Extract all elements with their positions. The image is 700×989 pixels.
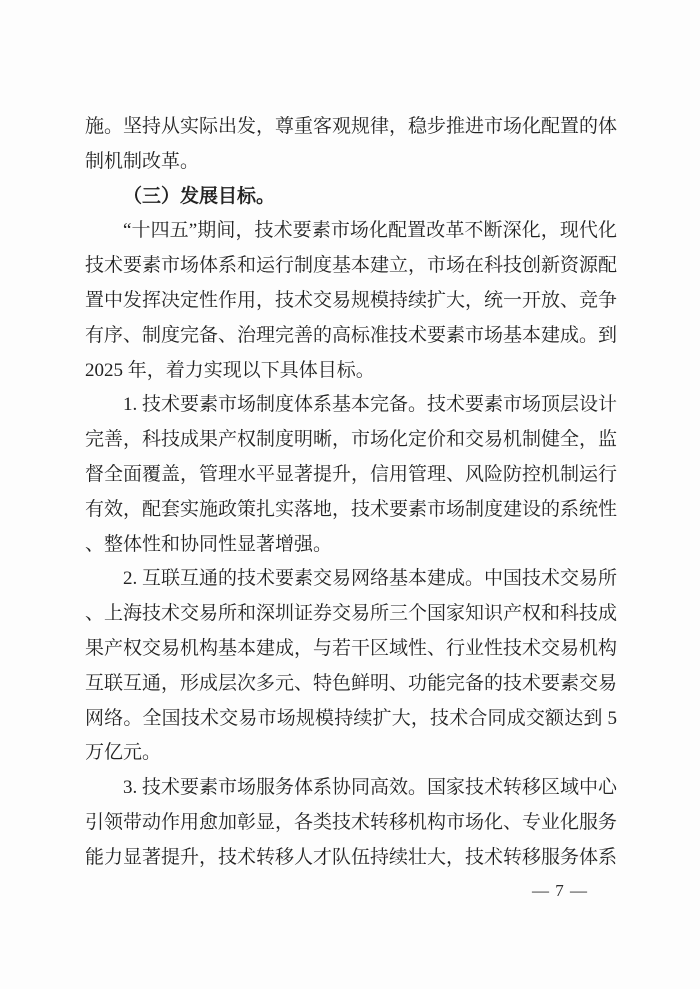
paragraph-goal-3: 3. 技术要素市场服务体系协同高效。国家技术转移区域中心引领带动作用愈加彰显，各类技术转移机构市场化、专业化服务能力显著提升，技术转移人才队伍持续壮大，技术转移服务体系	[85, 777, 618, 868]
section-heading: （三）发展目标。	[123, 185, 276, 207]
paragraph-goal-2: 2. 互联互通的技术要素交易网络基本建成。中国技术交易所、上海技术交易所和深圳证券交易所三个国家知识产权和科技成果产权交易机构基本建成，与若干区域性、行业性技术交易机构互联互通，形成层次多元、特色鲜明、功能完备的技术要素交易网络。全国技术交易市场规模持续扩大，技术合同成交额达到 5 万亿元。	[85, 568, 618, 764]
paragraph: “十四五”期间，技术要素市场化配置改革不断深化，现代化技术要素市场体系和运行制度基本建立，市场在科技创新资源配置中发挥决定性作用，技术交易规模持续扩大，统一开放、竞争有序、制度完备、治理完善的高标准技术要素市场基本建成。到 2025 年，着力实现以下具体目标。	[85, 220, 618, 381]
paragraph-goal-1: 1. 技术要素市场制度体系基本完备。技术要素市场顶层设计完善，科技成果产权制度明晰，市场化定价和交易机制健全，监督全面覆盖，管理水平显著提升，信用管理、风险防控机制运行有效，配套实施政策扎实落地，技术要素市场制度建设的系统性、整体性和协同性显著增强。	[85, 394, 618, 555]
document-body	[85, 110, 617, 876]
page-number: — 7 —	[532, 881, 588, 900]
paragraph-continuation: 施。坚持从实际出发，尊重客观规律，稳步推进市场化配置的体制机制改革。	[85, 116, 618, 172]
